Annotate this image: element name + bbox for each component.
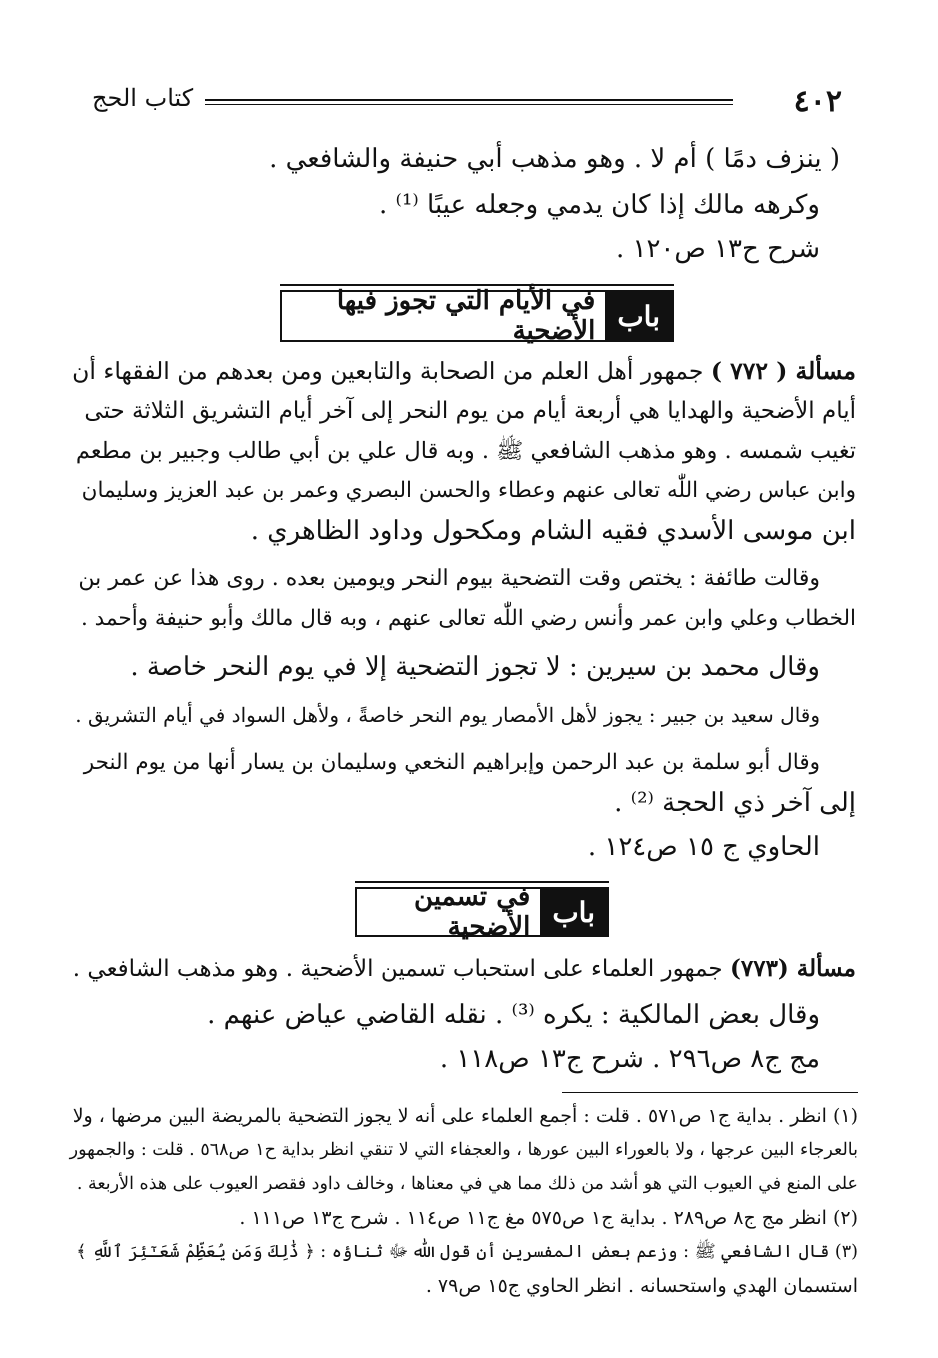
footnote-line: (١) انظر . بداية ج١ ص٥٧١ . قلت : أجمع العلماء على أنه لا يجوز التضحية بالمريضة البين مرضها ، ولا (72, 1105, 858, 1127)
bab-label: باب (605, 292, 672, 340)
paragraph-line: إلى آخر ذي الحجة ⁽²⁾ . (614, 788, 856, 818)
paragraph-line: وقال بعض المالكية : يكره ⁽³⁾ . نقله القاضي عياض عنهم . (207, 1000, 820, 1030)
footnote-line: على المنع في العيوب التي هو أشد من ذلك مما هي في معناها ، وخالف داود فقصر العيوب على هذه الأربعة . (76, 1174, 858, 1194)
paragraph-line: وقال أبو سلمة بن عبد الرحمن وإبراهيم النخعي وسليمان بن يسار أنها من يوم النحر (83, 750, 820, 775)
paragraph-line: وابن عباس رضي اللّٰه تعالى عنهم وعطاء والحسن البصري وعمر بن عبد العزيز وسليمان (81, 478, 856, 503)
bab-label: باب (540, 889, 607, 935)
page-number: ٤٠٢ (793, 84, 842, 119)
paragraph-line: أيام الأضحية والهدايا هي أربعة أيام من يوم النحر إلى آخر أيام التشريق الثلاثة حتى (84, 398, 856, 424)
paragraph-line: الخطاب وعلي وابن عمر وأنس رضي اللّٰه تعالى عنهم ، وبه قال مالك وأبو حنيفة وأحمد . (81, 606, 856, 631)
running-head-title: كتاب الحج (92, 84, 194, 112)
paragraph-line: تغيب شمسه . وهو مذهب الشافعي ﷺ . وبه قال علي بن أبي طالب وجبير بن مطعم (75, 438, 856, 464)
section-title: في الأيام التي تجوز فيها الأضحية (336, 286, 596, 346)
section-heading-box (355, 882, 609, 942)
footnote-separator (562, 1092, 858, 1093)
paragraph-line: وقال سعيد بن جبير : يجوز لأهل الأمصار يوم النحر خاصةً ، ولأهل السواد في أيام التشريق . (75, 703, 820, 727)
heading-top-rule (355, 881, 609, 883)
masala-label: مسألة (٧٧٣) (729, 955, 856, 982)
intro-line: شرح ح١٣ ص١٢٠ . (615, 234, 820, 264)
footnote-line: (٣) قال الشافعي ﷺ : وزعم بعض المفسرين أن قول اللّٰه ﷻ ثناؤه : ﴿ ذَٰلِكَ وَمَن يُعَظِّمْ شَعَـٰٓئِرَ ٱللَّهِ ﴾ (76, 1242, 858, 1262)
paragraph-line: وقال محمد بن سيرين : لا تجوز التضحية إلا في يوم النحر خاصة . (130, 652, 820, 682)
paragraph-line (72, 352, 856, 390)
footnote-line: استسمان الهدي واستحسانه . انظر الحاوي ج١٥ ص٧٩ . (425, 1275, 858, 1297)
paragraph-line: وقالت طائفة : يختص وقت التضحية بيوم النحر ويومين بعده . روى هذا عن عمر بن (78, 566, 820, 591)
header-rule-thin (205, 104, 733, 105)
header-rule (205, 99, 733, 101)
section-title: في تسمين الأضحية (414, 882, 531, 942)
section-heading-box (280, 286, 674, 346)
footnote-line: (٢) انظر مج ج٨ ص٢٨٩ . بداية ج١ ص٥٧٥ مغ ج١١ ص١١٤ . شرح ج١٣ ص١١١ . (239, 1207, 858, 1229)
reference-line: مج ج٨ ص٢٩٦ . شرح ج١٣ ص١١٨ . (439, 1044, 820, 1074)
reference-line: الحاوي ج ١٥ ص١٢٤ . (587, 832, 820, 862)
intro-line: وكرهه مالك إذا كان يدمي وجعله عيبًا ⁽¹⁾ . (379, 190, 820, 220)
paragraph-line: ابن موسى الأسدي فقيه الشام ومكحول وداود الظاهري . (250, 516, 856, 546)
line-text: جمهور أهل العلم من الصحابة والتابعين ومن بعدهم من الفقهاء أن (72, 357, 704, 385)
footnote-line: بالعرجاء البين عرجها ، ولا بالعوراء البين عورها ، والعجفاء التي لا تنقي انظر بداية ح١ ص٥٦٨ . قلت : والجمهور (69, 1140, 858, 1160)
line-text: جمهور العلماء على استحباب تسمين الأضحية . وهو مذهب الشافعي . (72, 956, 723, 982)
heading-top-rule (280, 284, 674, 286)
intro-line: ( ينزف دمًا ) أم لا . وهو مذهب أبي حنيفة والشافعي . (269, 144, 840, 174)
masala-label: مسألة ( ٧٧٢ ) (710, 357, 856, 385)
paragraph-line (73, 950, 856, 988)
